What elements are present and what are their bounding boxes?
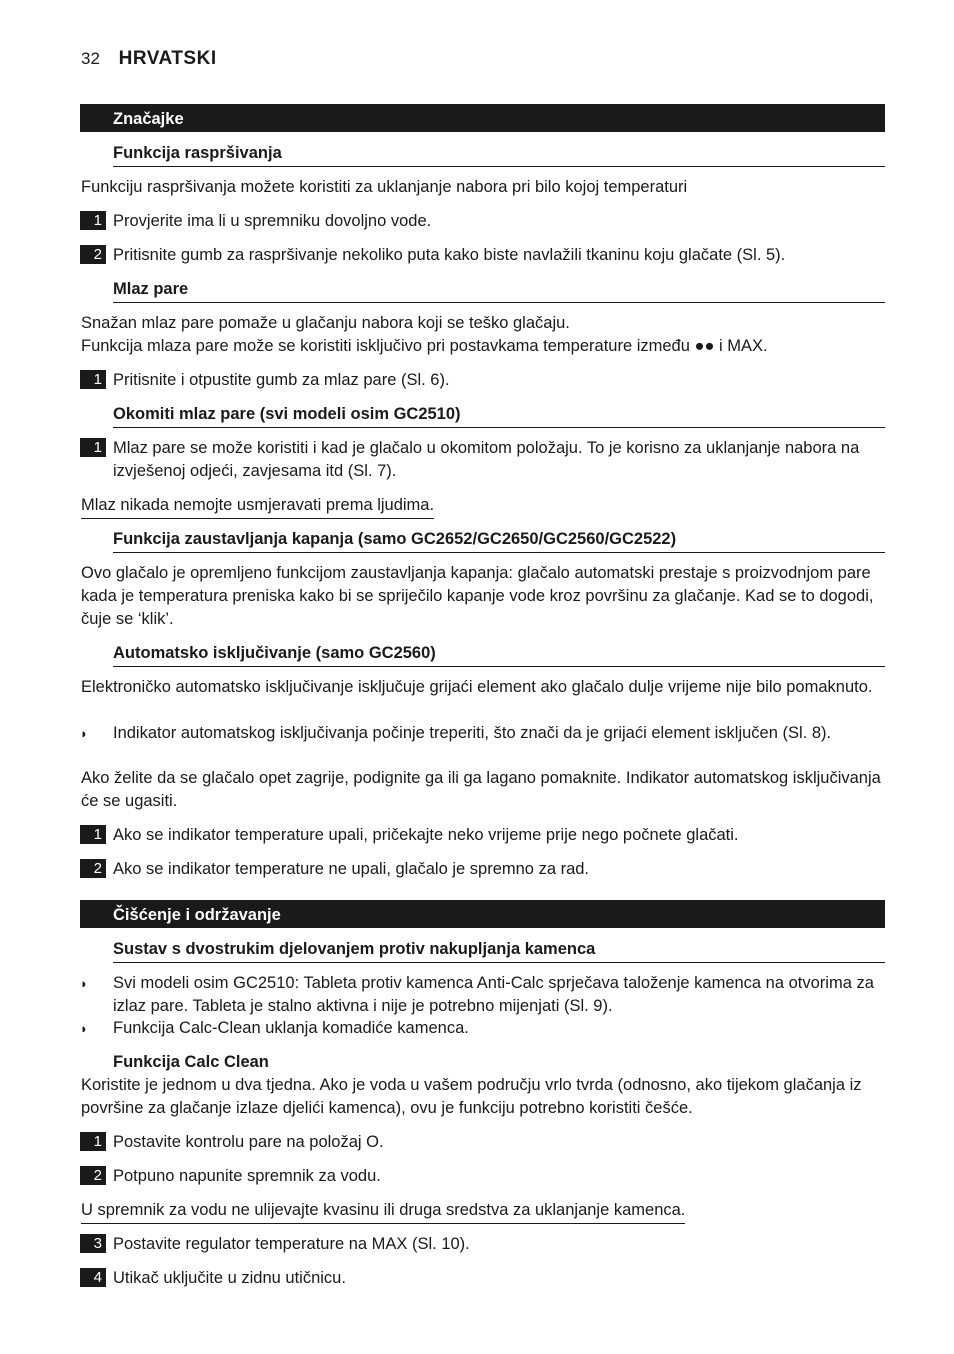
page-number: 32 bbox=[81, 49, 100, 68]
bullet-text: Indikator automatskog isključivanja počinje treperiti, što znači da je grijaći element isključen (Sl. 8). bbox=[113, 724, 832, 742]
step-item bbox=[80, 1233, 885, 1256]
step-item bbox=[80, 244, 885, 267]
step-number: 3 bbox=[80, 1234, 106, 1253]
step-item bbox=[80, 210, 885, 233]
paragraph-drip-stop: Ovo glačalo je opremljeno funkcijom zaustavljanja kapanja: glačalo automatski prestaje s proizvodnjom pare kada je temperatura preniska kako bi se spriječilo kapanje vode kroz površinu za glačanje. Kad se to dogodi, čuje se ‘klik’. bbox=[81, 564, 874, 628]
step-text: Pritisnite gumb za raspršivanje nekoliko puta kako biste navlažili tkaninu koju glačate (Sl. 5). bbox=[113, 246, 786, 264]
step-text: Ako se indikator temperature upali, pričekajte neko vrijeme prije nego počnete glačati. bbox=[113, 826, 739, 844]
bullet-icon: ◗ bbox=[80, 1021, 88, 1036]
subheading-anti-calc: Sustav s dvostrukim djelovanjem protiv nakupljanja kamenca bbox=[113, 938, 885, 963]
subheading-vertical-steam: Okomiti mlaz pare (svi modeli osim GC2510) bbox=[113, 403, 885, 428]
step-item bbox=[80, 1131, 885, 1154]
subheading-auto-off: Automatsko isključivanje (samo GC2560) bbox=[113, 642, 885, 667]
bullet-item bbox=[80, 972, 885, 1018]
step-item bbox=[80, 437, 885, 483]
paragraph-steam-shot-a: Snažan mlaz pare pomaže u glačanju nabora koji se teško glačaju. bbox=[81, 314, 570, 332]
step-item bbox=[80, 858, 885, 881]
bullet-item bbox=[80, 722, 885, 745]
language-title: HRVATSKI bbox=[118, 48, 217, 69]
subheading-spray: Funkcija raspršivanja bbox=[113, 142, 885, 167]
paragraph-spray: Funkciju raspršivanja možete koristiti za uklanjanje nabora pri bilo kojoj temperaturi bbox=[81, 178, 688, 196]
step-text: Postavite kontrolu pare na položaj O. bbox=[113, 1133, 384, 1151]
paragraph-reheat: Ako želite da se glačalo opet zagrije, podignite ga ili ga lagano pomaknite. Indikator automatskog isključivanja će se ugasiti. bbox=[81, 769, 881, 810]
step-number: 2 bbox=[80, 245, 106, 264]
step-text: Mlaz pare se može koristiti i kad je glačalo u okomitom položaju. To je korisno za uklanjanje nabora na izvješenoj odjeći, zavjesama itd (Sl. 7). bbox=[113, 439, 860, 480]
subheading-drip-stop: Funkcija zaustavljanja kapanja (samo GC2652/GC2650/GC2560/GC2522) bbox=[113, 528, 885, 553]
step-item bbox=[80, 369, 885, 392]
subheading-steam-shot: Mlaz pare bbox=[113, 278, 885, 303]
bullet-item bbox=[80, 1017, 885, 1040]
paragraph-calc-clean: Koristite je jednom u dva tjedna. Ako je voda u vašem području vrlo tvrda (odnosno, ako tijekom glačanja iz površine za glačanje izlaze djelići kamenca), ovu je funkciju potrebno koristiti češće. bbox=[81, 1076, 862, 1117]
section-band-cleaning: Čišćenje i održavanje bbox=[80, 900, 885, 928]
step-item bbox=[80, 1165, 885, 1188]
bullet-text: Funkcija Calc-Clean uklanja komadiće kamenca. bbox=[113, 1019, 469, 1037]
step-number: 1 bbox=[80, 1132, 106, 1151]
step-number: 1 bbox=[80, 211, 106, 230]
step-text: Ako se indikator temperature ne upali, glačalo je spremno za rad. bbox=[113, 860, 590, 878]
warning-text: Mlaz nikada nemojte usmjeravati prema ljudima. bbox=[81, 494, 434, 519]
step-item bbox=[80, 1267, 885, 1290]
step-text: Potpuno napunite spremnik za vodu. bbox=[113, 1167, 381, 1185]
step-text: Provjerite ima li u spremniku dovoljno vode. bbox=[113, 212, 432, 230]
bullet-icon: ◗ bbox=[80, 726, 88, 741]
step-text: Utikač uključite u zidnu utičnicu. bbox=[113, 1269, 346, 1287]
subheading-calc-clean: Funkcija Calc Clean bbox=[113, 1053, 269, 1071]
step-text: Pritisnite i otpustite gumb za mlaz pare (Sl. 6). bbox=[113, 371, 450, 389]
step-item bbox=[80, 824, 885, 847]
bullet-icon: ◗ bbox=[80, 976, 88, 991]
page-header bbox=[81, 48, 217, 70]
step-text: Postavite regulator temperature na MAX (Sl. 10). bbox=[113, 1235, 470, 1253]
step-number: 4 bbox=[80, 1268, 106, 1287]
step-number: 1 bbox=[80, 438, 106, 457]
bullet-text: Svi modeli osim GC2510: Tableta protiv kamenca Anti-Calc sprječava taloženje kamenca na otvorima za izlaz pare. Tableta je stalno aktivna i nije je potrebno mijenjati (Sl. 9). bbox=[113, 974, 874, 1015]
step-number: 2 bbox=[80, 1166, 106, 1185]
section-band-features: Značajke bbox=[80, 104, 885, 132]
step-number: 1 bbox=[80, 370, 106, 389]
step-number: 1 bbox=[80, 825, 106, 844]
paragraph-auto-off: Elektroničko automatsko isključivanje isključuje grijaći element ako glačalo dulje vrijeme nije bilo pomaknuto. bbox=[81, 678, 873, 696]
paragraph-steam-shot-b: Funkcija mlaza pare može se koristiti isključivo pri postavkama temperature između ●● i MAX. bbox=[81, 337, 768, 355]
step-number: 2 bbox=[80, 859, 106, 878]
warning-text: U spremnik za vodu ne ulijevajte kvasinu ili druga sredstva za uklanjanje kamenca. bbox=[81, 1199, 685, 1224]
